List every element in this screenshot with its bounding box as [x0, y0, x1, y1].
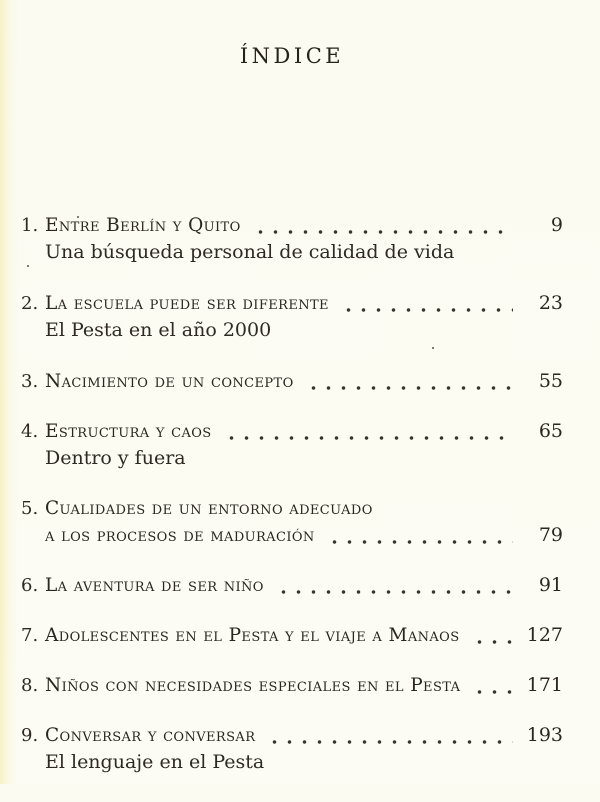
entry-subtitle: Una búsqueda personal de calidad de vida	[45, 241, 455, 263]
entry-title: Entre Berlín y Quito	[45, 215, 241, 236]
entry-title: Adolescentes en el Pesta y el viaje a Manaos	[45, 625, 460, 646]
dot-leader	[341, 302, 513, 312]
entry-page-number: 79	[538, 524, 563, 546]
entry-number: 7.	[21, 625, 39, 646]
entry-title-line-2: a los procesos de maduración	[45, 525, 315, 546]
entry-row	[21, 214, 563, 237]
entry-title: La aventura de ser niño	[45, 575, 264, 596]
entry-number: 6.	[21, 575, 39, 596]
entry-number: 8.	[21, 675, 39, 696]
entry-number: 1.	[21, 215, 39, 236]
toc-entry-5	[21, 498, 563, 547]
entry-row-continuation	[21, 524, 563, 547]
toc-entry-9	[21, 724, 563, 775]
dot-leader	[306, 380, 513, 390]
toc-entry-1	[21, 214, 563, 265]
dot-leader	[267, 734, 513, 744]
toc-content	[21, 44, 563, 802]
toc-entry-4	[21, 420, 563, 471]
dot-leader	[472, 634, 513, 644]
entry-number: 3.	[21, 371, 39, 392]
entry-title: Nacimiento de un concepto	[45, 371, 294, 392]
entry-subtitle: Dentro y fuera	[45, 447, 186, 469]
entry-row	[21, 292, 563, 315]
entry-page-number: 55	[538, 370, 563, 392]
entry-number: 4.	[21, 421, 39, 442]
entry-number: 9.	[21, 725, 39, 746]
entry-page-number: 171	[526, 674, 563, 696]
page-title: ÍNDICE	[239, 44, 345, 68]
toc-entry-3	[21, 370, 563, 393]
entry-number: 5.	[21, 498, 39, 519]
entry-page-number: 23	[538, 292, 563, 314]
dot-leader	[472, 684, 513, 694]
entry-row	[21, 674, 563, 697]
entry-row	[21, 724, 563, 747]
entry-page-number: 65	[538, 420, 563, 442]
dot-leader	[327, 534, 513, 544]
entry-row	[21, 370, 563, 393]
entry-row	[21, 420, 563, 443]
entry-row	[21, 498, 563, 520]
entry-title: Estructura y caos	[45, 421, 212, 442]
entry-page-number: 193	[526, 724, 563, 746]
toc-entry-2	[21, 292, 563, 343]
entry-title: Conversar y conversar	[45, 725, 256, 746]
entry-title: La escuela puede ser diferente	[45, 293, 329, 314]
entry-row	[21, 624, 563, 647]
entry-page-number: 9	[550, 214, 563, 236]
entry-subtitle: El Pesta en el año 2000	[45, 319, 272, 341]
toc-entry-8	[21, 674, 563, 697]
entry-row	[21, 574, 563, 597]
dot-leader	[253, 224, 513, 234]
entry-title-line-1: Cualidades de un entorno adecuado	[45, 498, 373, 519]
dot-leader	[224, 430, 513, 440]
toc-entry-6	[21, 574, 563, 597]
entry-number: 2.	[21, 293, 39, 314]
toc-entry-7	[21, 624, 563, 647]
entry-page-number: 91	[538, 574, 563, 596]
entry-subtitle: El lenguaje en el Pesta	[45, 751, 265, 773]
entry-title: Niños con necesidades especiales en el Pesta	[45, 675, 461, 696]
entry-page-number: 127	[526, 624, 563, 646]
dot-leader	[276, 584, 513, 594]
